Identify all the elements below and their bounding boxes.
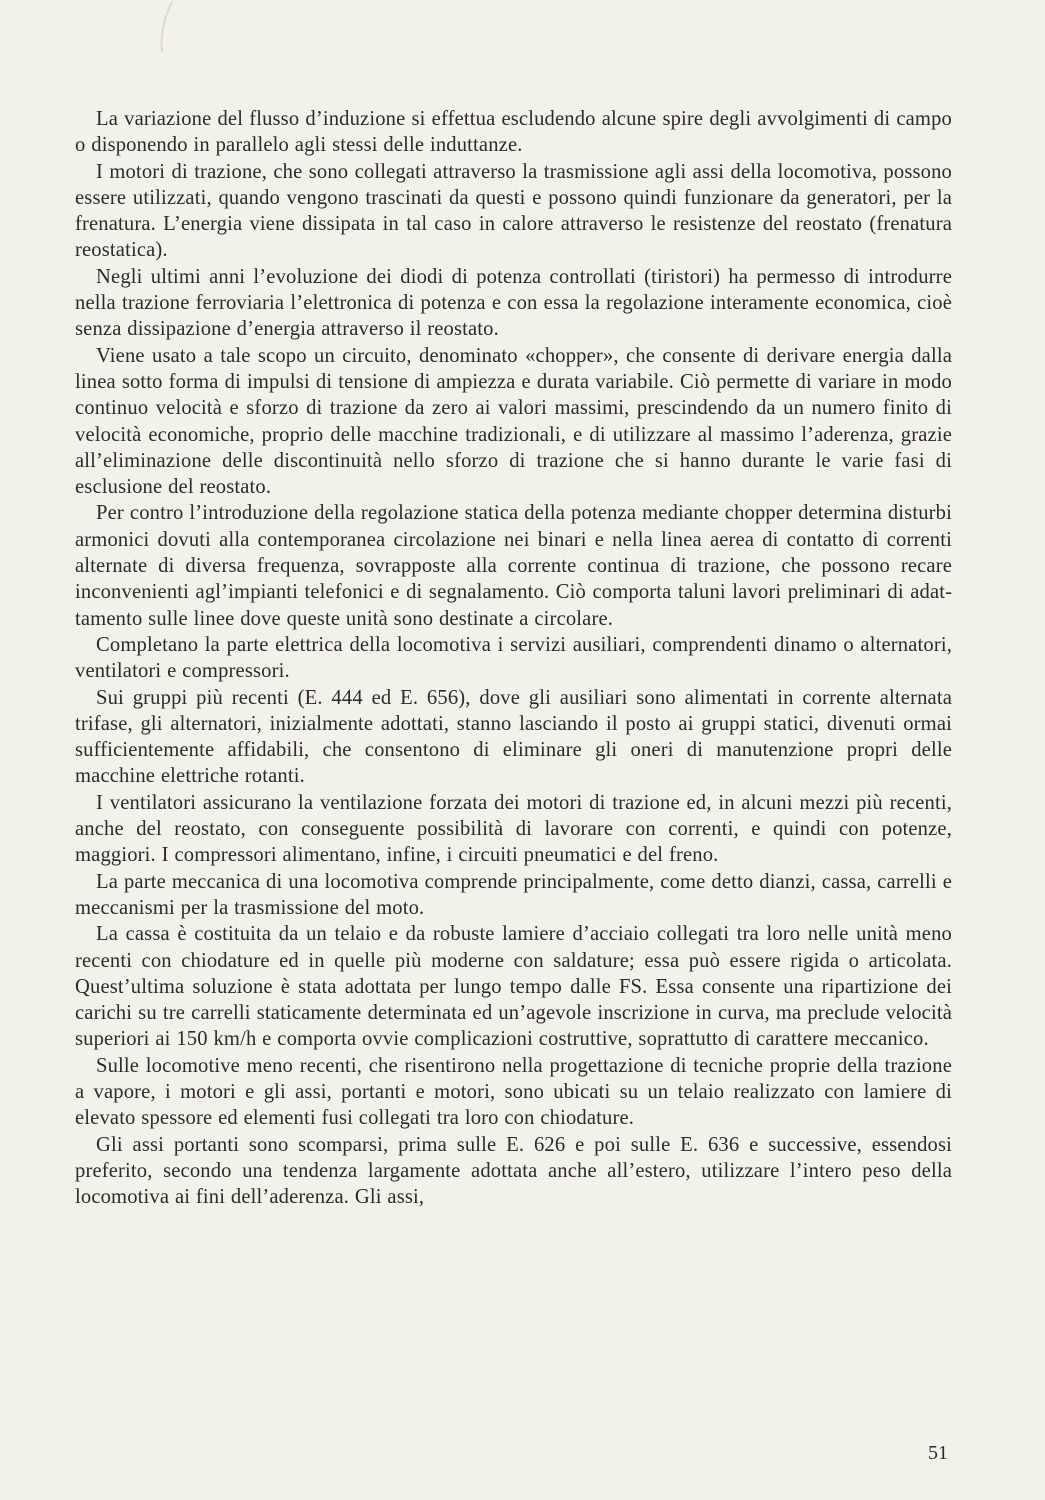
paper-mark bbox=[150, 0, 190, 60]
paragraph-7: Sui gruppi più recenti (E. 444 ed E. 656), dove gli ausiliari sono alimentati in corrente alternata trifase, gli alternatori, inizialmente adottati, stanno lasciando il posto ai gruppi statici, divenuti ormai sufficientemente affidabili, che consentono di eliminare gli oneri di manutenzione propri delle macchine elettriche rotanti. bbox=[75, 686, 952, 788]
paragraph-8: I ventilatori assicurano la ventilazione forzata dei motori di trazione ed, in alcuni mezzi più recenti, anche del reostato, con conseguente possibilità di lavorare con correnti, e quindi con potenze, maggiori. I compressori alimentano, infine, i circuiti pneumatici e del freno. bbox=[75, 791, 952, 867]
paragraph-11: Sulle locomotive meno recenti, che risentirono nella progettazione di tecniche proprie della trazione a vapore, i motori e gli assi, portanti e motori, sono ubicati su un telaio realizzato con lamiere di elevato spessore ed elementi fusi collegati tra loro con chiodature. bbox=[75, 1054, 952, 1130]
paragraph-9: La parte meccanica di una locomotiva comprende principalmente, come detto dianzi, cassa, carrelli e meccanismi per la trasmissione del moto. bbox=[75, 870, 952, 919]
body-text bbox=[75, 106, 952, 1210]
page-number: 51 bbox=[928, 1442, 948, 1464]
paragraph-2: I motori di trazione, che sono collegati attraverso la trasmissione agli assi della locomotiva, possono essere utilizzati, quando vengono trascinati da questi e possono quindi funzionare da generatori, per la frenatura. L’energia viene dissipata in tal caso in calore attraverso le resistenze del reostato (frenatura reostatica). bbox=[75, 160, 952, 262]
paragraph-4: Viene usato a tale scopo un circuito, denominato «chopper», che consente di derivare energia dalla linea sotto forma di impulsi di tensione di ampiezza e durata variabile. Ciò permette di variare in modo continuo velocità e sforzo di trazione da zero ai valori massimi, prescindendo da un numero finito di velocità economiche, proprio delle macchine tradizionali, e di utilizzare al massimo l’aderenza, grazie all’eliminazione delle discontinuità nello sforzo di trazione che si hanno durante le varie fasi di esclusione del reostato. bbox=[75, 344, 952, 499]
paragraph-3: Negli ultimi anni l’evoluzione dei diodi di potenza controllati (tiristori) ha permesso di introdurre nella trazione ferroviaria l’elettronica di potenza e con essa la regolazione interamente economica, cioè senza dissipazione d’energia attraverso il reostato. bbox=[75, 265, 952, 341]
paragraph-5: Per contro l’introduzione della regolazione statica della potenza mediante chopper determina disturbi armonici dovuti alla contemporanea circolazione nei binari e nella linea aerea di contatto di correnti alternate di diversa frequenza, sovrapposte alla corrente continua di trazione, che possono recare inconvenienti agl’impianti telefonici e di segnalamento. Ciò comporta taluni lavori preliminari di adattamento sulle linee dove queste unità sono destinate a circolare. bbox=[75, 502, 952, 630]
paragraph-12: Gli assi portanti sono scomparsi, prima sulle E. 626 e poi sulle E. 636 e successive, essendosi preferito, secondo una tendenza largamente adottata anche all’estero, utilizzare l’intero peso della locomotiva ai fini dell’aderenza. Gli assi, bbox=[75, 1133, 952, 1209]
paragraph-10: La cassa è costituita da un telaio e da robuste lamiere d’acciaio collegati tra loro nelle unità meno recenti con chiodature ed in quelle più moderne con saldature; essa può essere rigida o articolata. Quest’ultima soluzione è stata adottata per lungo tempo dalle FS. Essa consente una ripartizione dei carichi su tre carrelli staticamente determinata ed un’agevole inscrizione in curva, ma preclude velocità superiori ai 150 km/h e comporta ovvie complicazioni costruttive, soprattutto di carattere meccanico. bbox=[75, 923, 952, 1051]
paragraph-6: Completano la parte elettrica della locomotiva i servizi ausiliari, comprendenti dinamo o alternatori, ventilatori e compressori. bbox=[75, 633, 952, 683]
paragraph-1: La variazione del flusso d’induzione si effettua escludendo alcune spire degli avvolgimenti di campo o disponendo in parallelo agli stessi delle induttanze. bbox=[75, 108, 952, 157]
